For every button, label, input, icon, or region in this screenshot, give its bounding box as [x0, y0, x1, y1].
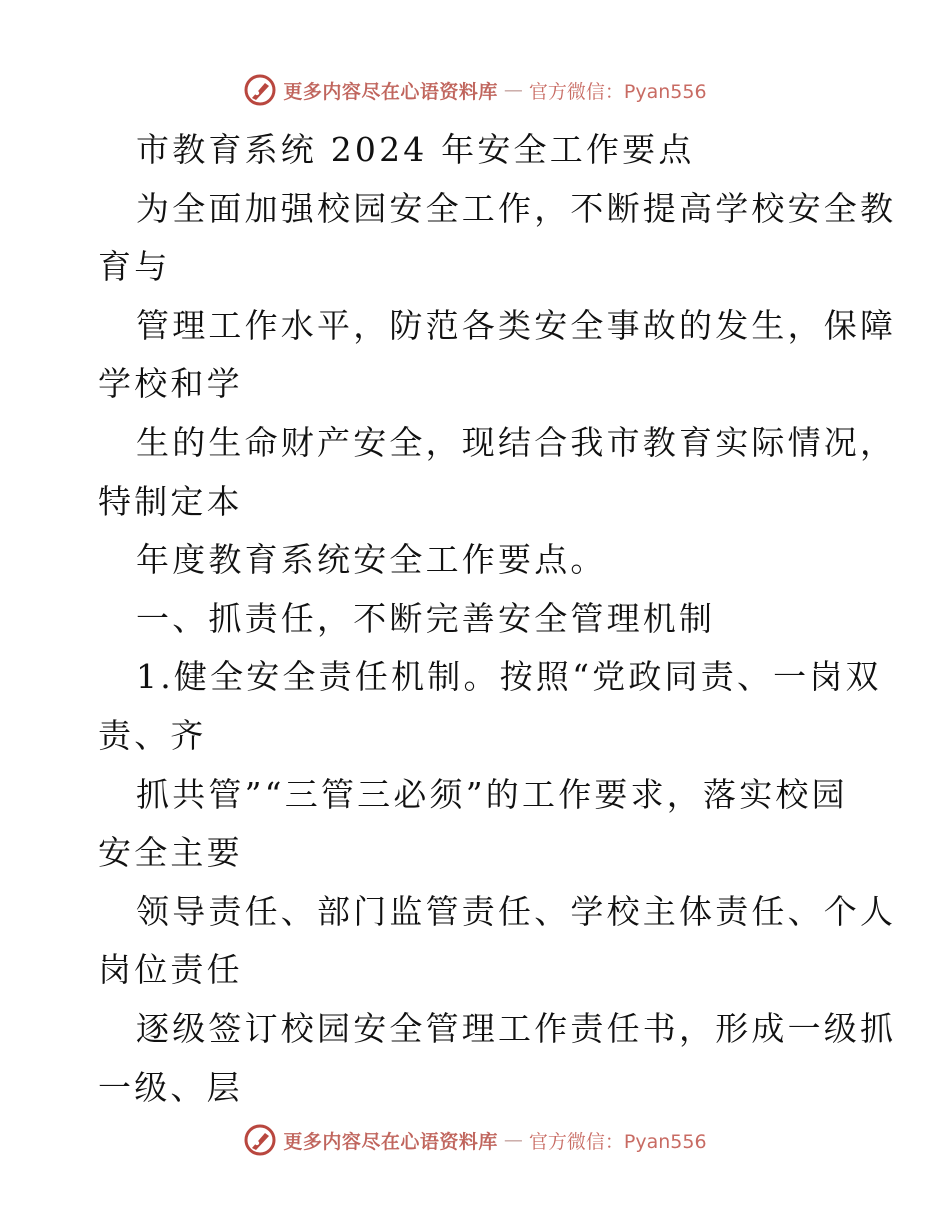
- doc-line: 特制定本: [98, 481, 243, 521]
- doc-line: 为全面加强校园安全工作，不断提高学校安全教: [136, 188, 897, 228]
- doc-line: 管理工作水平，防范各类安全事故的发生，保障: [136, 305, 897, 345]
- doc-line: 逐级签订校园安全管理工作责任书，形成一级抓: [136, 1008, 897, 1048]
- doc-line: 市教育系统 2024 年安全工作要点: [136, 130, 695, 169]
- doc-line: 岗位责任: [98, 950, 243, 990]
- header-watermark: [0, 70, 950, 110]
- watermark-site-name: 更多内容尽在心语资料库: [283, 1130, 498, 1153]
- watermark-site-name: 更多内容尽在心语资料库: [283, 80, 498, 103]
- watermark-separator: —: [503, 79, 523, 101]
- doc-line: 学校和学: [98, 364, 243, 404]
- pen-logo-icon: [243, 1123, 277, 1157]
- doc-line: 年度教育系统安全工作要点。: [136, 540, 607, 580]
- watermark-separator: —: [503, 1129, 523, 1151]
- doc-line: 一级、层: [98, 1067, 243, 1107]
- doc-line: 安全主要: [98, 833, 243, 873]
- doc-line: 生的生命财产安全，现结合我市教育实际情况，: [136, 422, 897, 462]
- watermark-group: [243, 1123, 706, 1157]
- doc-line: 领导责任、部门监管责任、学校主体责任、个人: [136, 891, 897, 931]
- doc-line: 抓共管”“三管三必须”的工作要求，落实校园: [136, 774, 848, 814]
- pen-logo-icon: [243, 73, 277, 107]
- doc-line: 一、抓责任，不断完善安全管理机制: [136, 598, 716, 638]
- doc-line: 1.健全安全责任机制。按照“党政同责、一岗双: [136, 657, 882, 697]
- watermark-contact: 官方微信：Pyan556: [528, 80, 707, 103]
- footer-watermark: [0, 1120, 950, 1160]
- doc-line: 育与: [98, 247, 171, 287]
- watermark-contact: 官方微信：Pyan556: [528, 1130, 707, 1153]
- watermark-group: [243, 73, 706, 107]
- doc-line: 责、齐: [98, 715, 207, 755]
- document-body: [98, 121, 897, 1117]
